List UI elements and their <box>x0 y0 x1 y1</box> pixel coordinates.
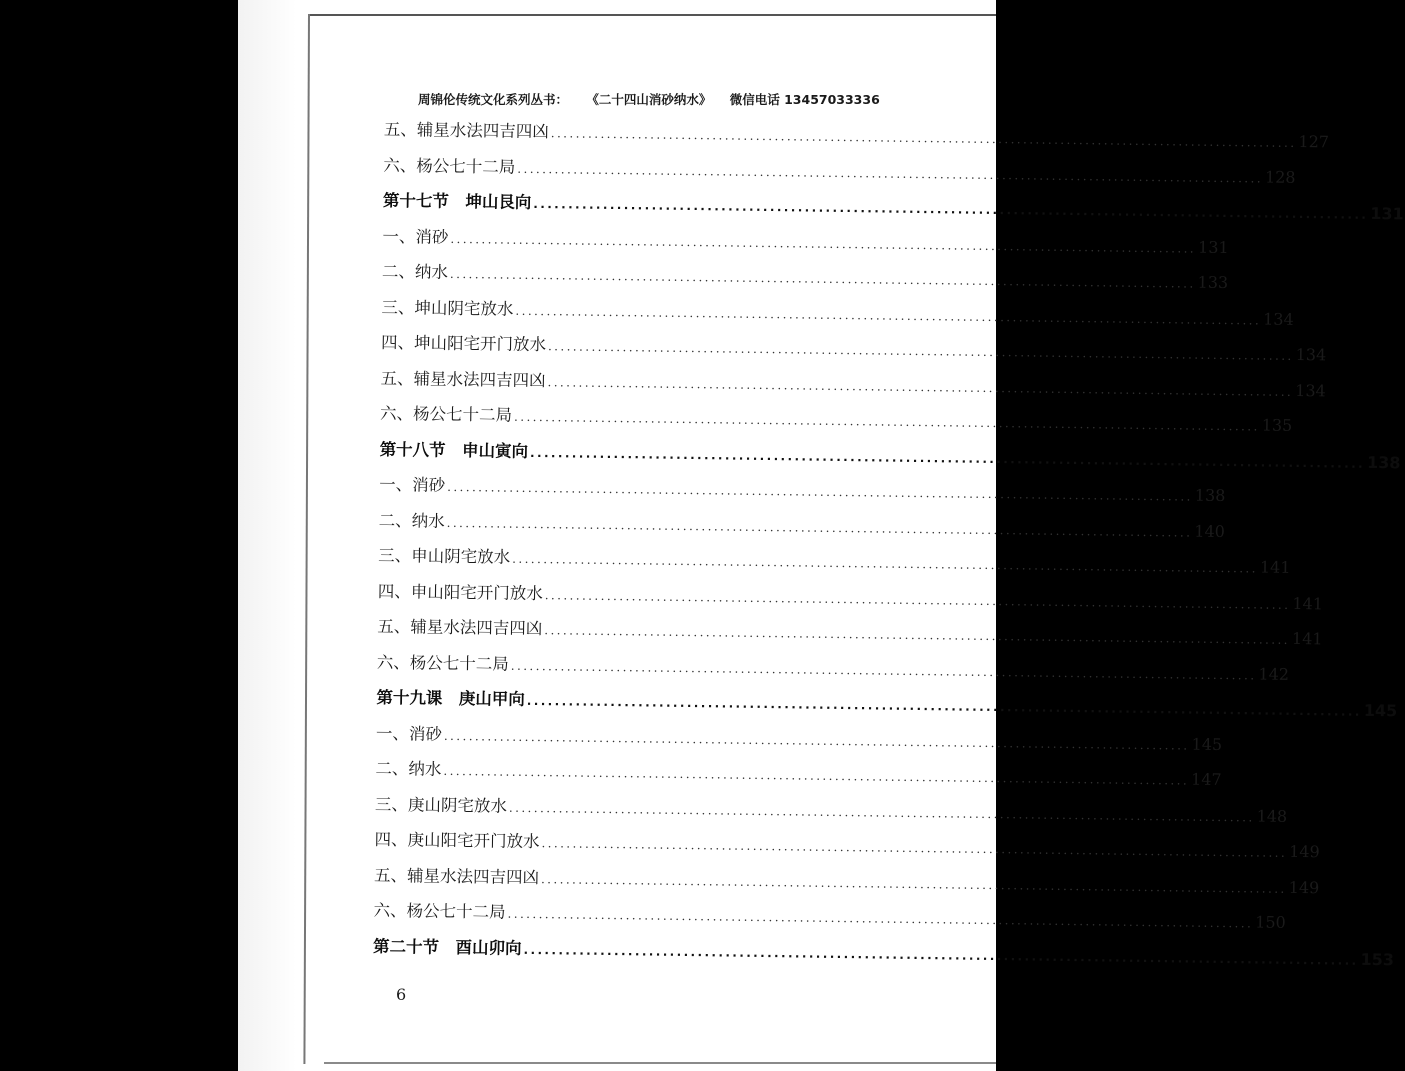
toc-entry-title: 五、辅星水法四吉四凶 <box>380 368 546 390</box>
toc-entry-title: 三、申山阴宅放水 <box>378 545 511 567</box>
toc-entry-page: 149 <box>1288 877 1320 897</box>
toc-entry-page: 153 <box>1360 949 1395 969</box>
toc-entry-title: 二、纳水 <box>375 758 442 779</box>
toc-entry-page: 131 <box>1370 203 1404 224</box>
toc-entry-page: 134 <box>1295 344 1327 365</box>
dot-leader: ........................................................................................................................ <box>533 196 1369 222</box>
dot-leader: ........................................................................................................................ <box>547 339 1294 363</box>
toc-entry-page: 134 <box>1263 309 1294 329</box>
dot-leader: ........................................................................................................................ <box>443 728 1190 753</box>
dot-leader: ........................................................................................................................ <box>540 871 1287 896</box>
toc-entry-title: 三、坤山阴宅放水 <box>381 297 514 319</box>
toc-entry-title: 第二十节 酉山卯向 <box>373 936 522 958</box>
header-contact: 微信电话 13457033336 <box>729 92 880 107</box>
toc-entry-title: 六、杨公七十二局 <box>383 155 516 177</box>
scan-shadow <box>238 0 296 1071</box>
page-edge-left <box>303 14 310 1064</box>
toc-entry-page: 138 <box>1366 452 1401 472</box>
toc-entry-page: 127 <box>1298 131 1330 152</box>
toc-entry-title: 四、庚山阳宅开门放水 <box>374 829 540 852</box>
toc-entry-page: 142 <box>1258 663 1290 684</box>
toc-entry-page: 133 <box>1197 272 1229 293</box>
toc-entry-title: 一、消砂 <box>375 723 443 744</box>
dot-leader: ........................................................................................................................ <box>530 445 1366 471</box>
toc-entry-page: 141 <box>1259 557 1291 577</box>
toc-entry-title: 第十九课 庚山甲向 <box>376 687 525 709</box>
page-number: 6 <box>396 985 407 1004</box>
toc-entry-page: 147 <box>1190 769 1222 790</box>
toc-entry-page: 148 <box>1256 805 1288 826</box>
dot-leader: ........................................................................................................................ <box>446 515 1193 540</box>
dot-leader: ........................................................................................................................ <box>547 374 1294 399</box>
toc-entry-title: 六、杨公七十二局 <box>379 403 513 425</box>
dot-leader: ........................................................................................................................ <box>526 693 1362 719</box>
toc-entry-page: 128 <box>1264 167 1296 187</box>
dot-leader: ........................................................................................................................ <box>512 551 1258 576</box>
header-series: 周锦伦传统文化系列丛书： <box>418 92 569 107</box>
toc-entry-title: 六、杨公七十二局 <box>376 652 509 674</box>
toc-entry-title: 一、消砂 <box>382 226 449 247</box>
dot-leader: ........................................................................................................................ <box>507 906 1254 931</box>
toc-entry-page: 145 <box>1191 734 1223 754</box>
toc-entry-title: 第十八节 申山寅向 <box>379 439 529 461</box>
toc-entry-title: 第十七节 坤山艮向 <box>382 190 532 212</box>
toc-entry-title: 一、消砂 <box>379 474 446 495</box>
toc-entry-page: 131 <box>1197 237 1229 257</box>
toc-entry-page: 145 <box>1363 700 1398 721</box>
page-edge-bottom <box>324 1062 996 1064</box>
running-header <box>418 90 978 108</box>
scanned-page <box>238 0 1404 1071</box>
dot-leader: ........................................................................................................................ <box>447 479 1193 504</box>
toc-entry-title: 四、申山阳宅开门放水 <box>377 581 543 603</box>
header-book-title: 《二十四山消砂纳水》 <box>586 92 712 107</box>
toc-entry-title: 四、坤山阳宅开门放水 <box>380 332 547 355</box>
toc-entry-title: 五、辅星水法四吉四凶 <box>383 119 549 142</box>
dot-leader: ........................................................................................................................ <box>443 763 1190 788</box>
dot-leader: ........................................................................................................................ <box>515 303 1262 327</box>
table-of-contents <box>373 116 1404 975</box>
toc-entry-page: 141 <box>1291 628 1323 649</box>
toc-entry-title: 五、辅星水法四吉四凶 <box>377 616 543 639</box>
toc-section-heading <box>373 932 1395 975</box>
dot-leader: ........................................................................................................................ <box>544 587 1291 612</box>
toc-entry-page: 135 <box>1261 415 1293 435</box>
dot-leader: ........................................................................................................................ <box>508 800 1255 824</box>
toc-entry-page: 141 <box>1292 593 1324 613</box>
toc-entry-title: 二、纳水 <box>381 261 449 282</box>
toc-entry-page: 138 <box>1194 485 1226 506</box>
page-edge-top <box>308 14 996 16</box>
toc-entry-title: 二、纳水 <box>378 510 445 531</box>
dot-leader: ........................................................................................................................ <box>544 623 1291 647</box>
toc-entry-title: 三、庚山阴宅放水 <box>374 794 508 816</box>
toc-entry-title: 六、杨公七十二局 <box>373 900 506 922</box>
dot-leader: ........................................................................................................................ <box>550 126 1297 150</box>
dot-leader: ........................................................................................................................ <box>449 266 1196 291</box>
dot-leader: ........................................................................................................................ <box>541 836 1288 860</box>
toc-entry-page: 140 <box>1194 521 1226 541</box>
toc-entry-page: 134 <box>1295 380 1326 400</box>
dot-leader: ........................................................................................................................ <box>523 942 1359 968</box>
toc-entry-title: 五、辅星水法四吉四凶 <box>373 865 540 887</box>
dot-leader: ........................................................................................................................ <box>450 231 1197 256</box>
toc-entry-page: 149 <box>1289 841 1320 862</box>
toc-entry-page: 150 <box>1255 912 1286 932</box>
dot-leader: ........................................................................................................................ <box>513 409 1260 434</box>
dot-leader: ........................................................................................................................ <box>517 161 1264 186</box>
dot-leader: ........................................................................................................................ <box>510 658 1257 682</box>
